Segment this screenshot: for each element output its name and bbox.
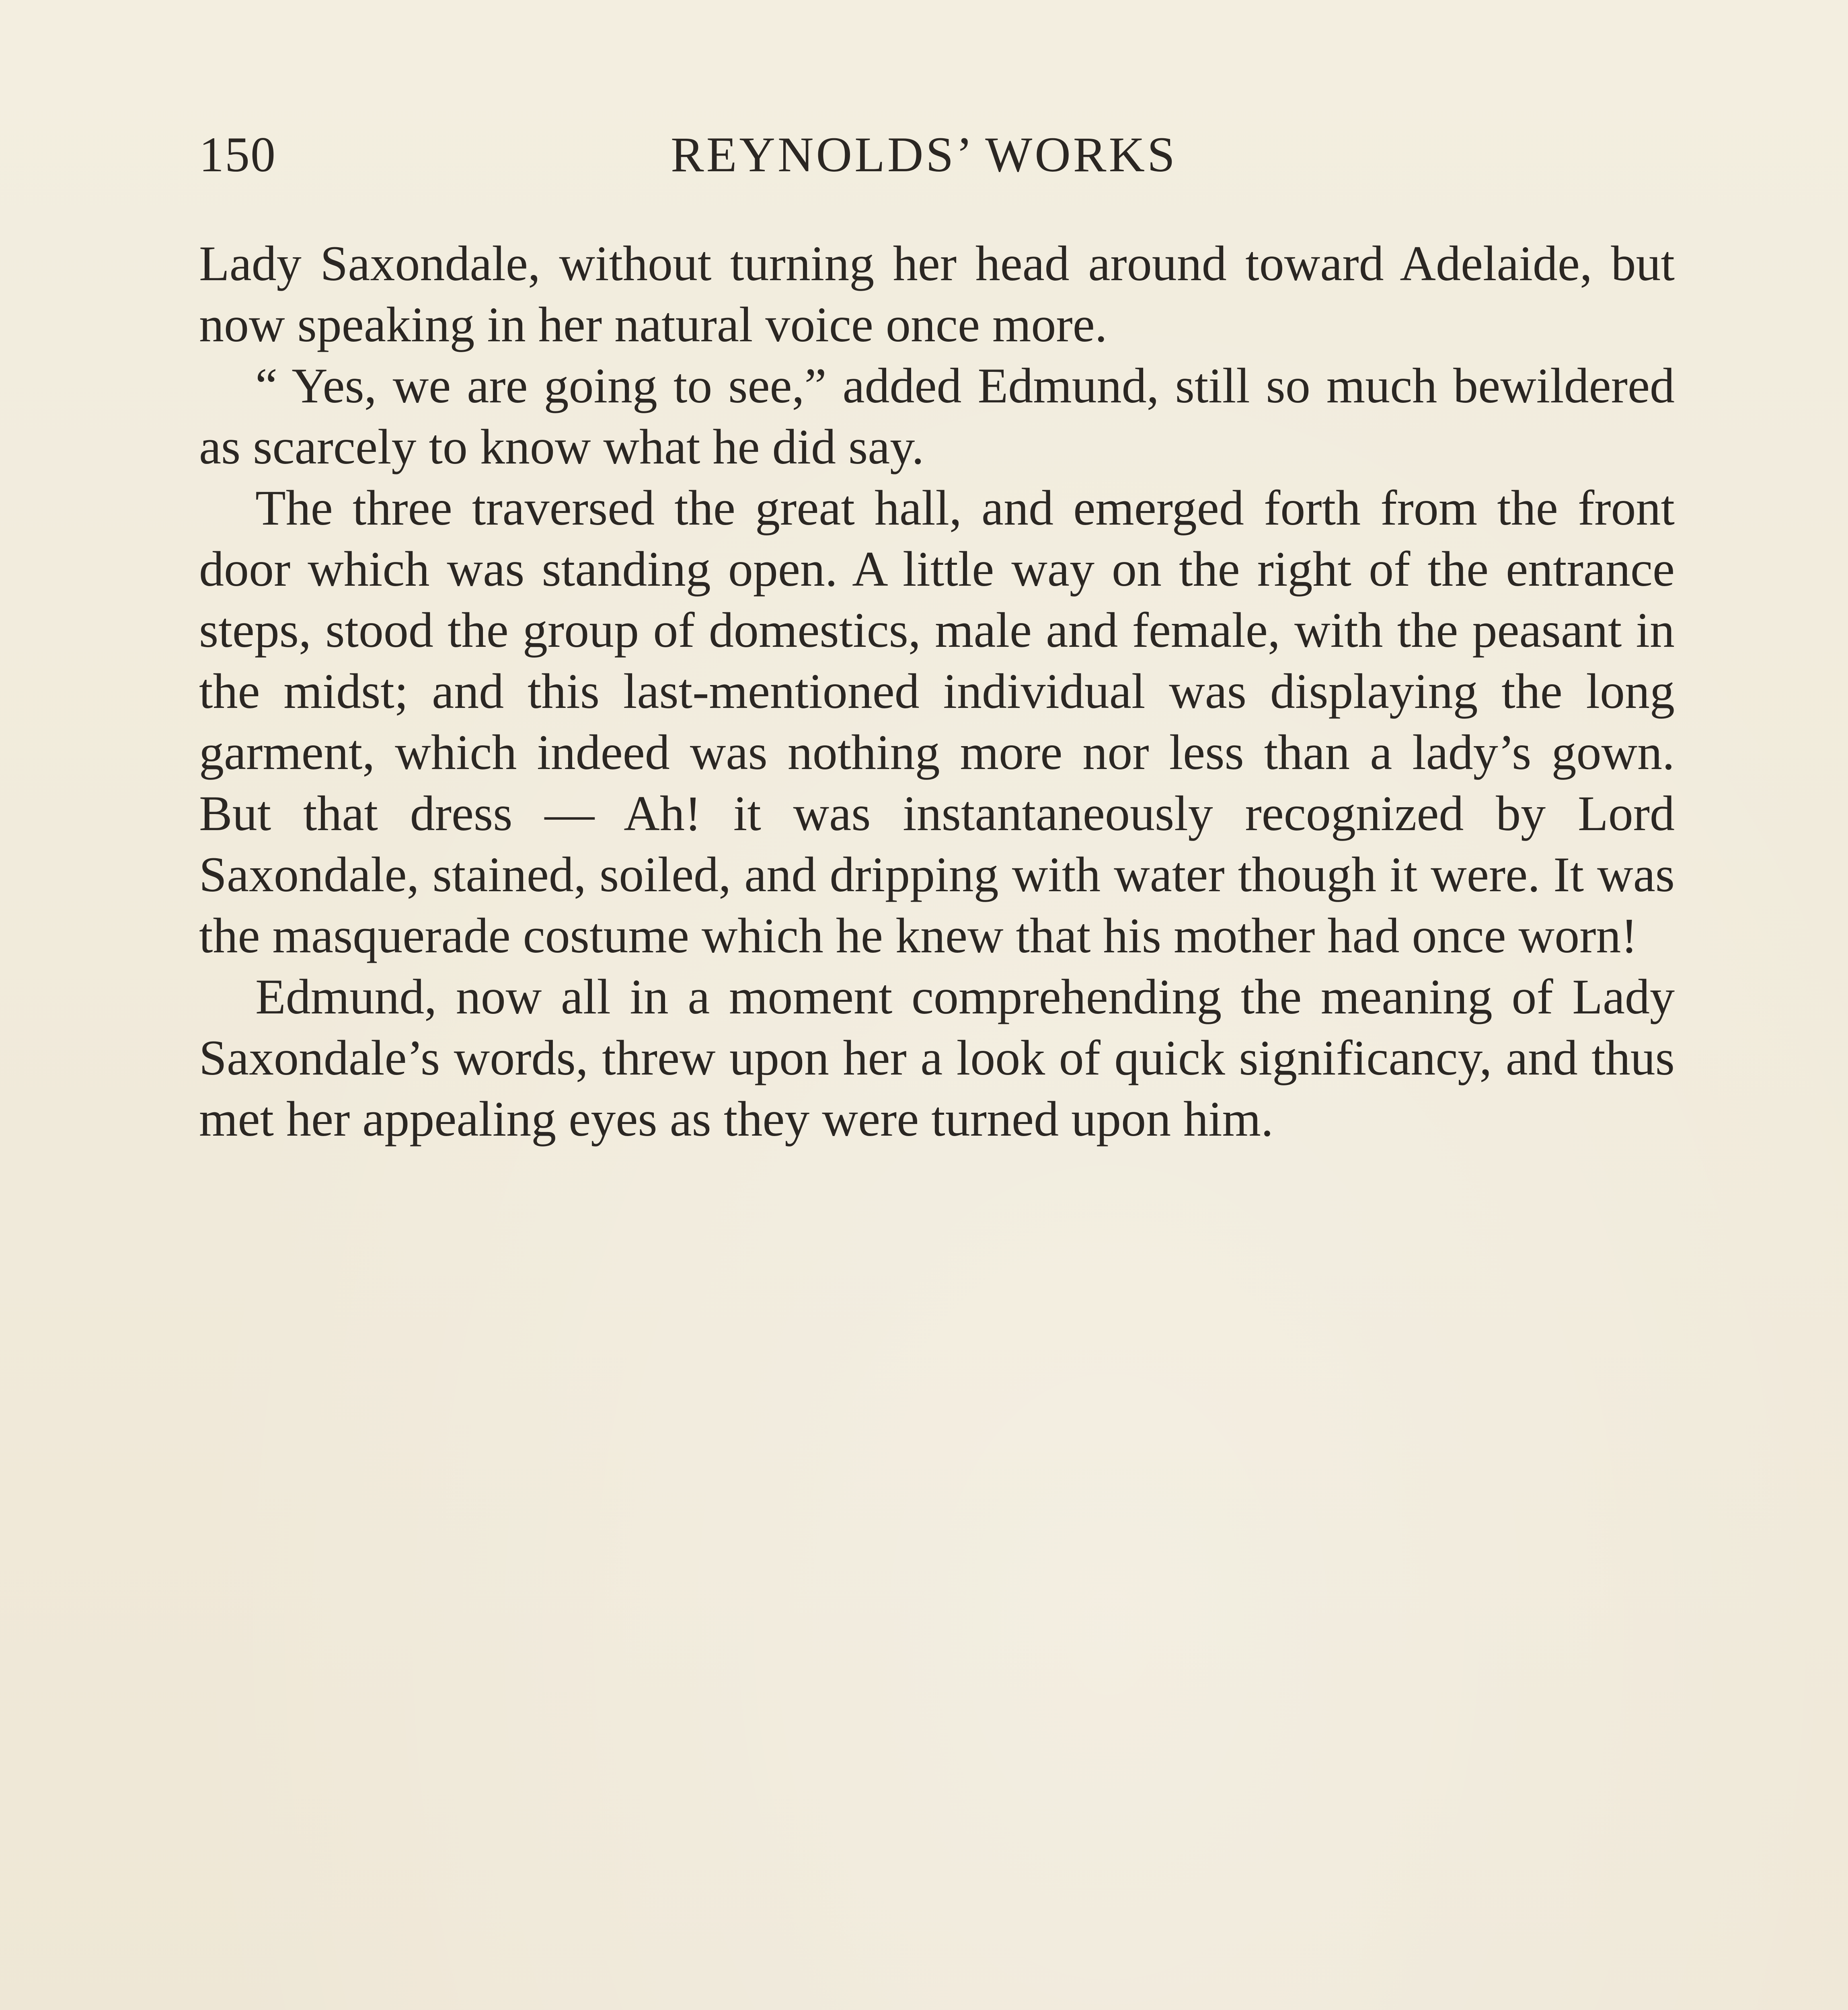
paragraph: “ Yes, we are going to see,” added Edmund, still so much bewildered as scarcely to know what he did say. [199, 358, 1675, 474]
running-title: REYNOLDS’ WORKS [670, 127, 1177, 182]
running-head [0, 121, 1848, 189]
body-text [199, 233, 1675, 1150]
page-number: 150 [199, 127, 276, 182]
paragraph: The three traversed the great hall, and emerged forth from the front door which was standing open. A little way on the right of the entrance steps, stood the group of domestics, male and female, with the peasant in the midst; and this last-mentioned individual was displaying the long garment, which indeed was nothing more nor less than a lady’s gown. But that dress — Ah! it was instantaneously recognized by Lord Saxondale, stained, soiled, and dripping with water though it were. It was the masquerade costume which he knew that his mother had once worn! [199, 480, 1675, 963]
paragraph-continuation: Lady Saxondale, without turning her head around toward Adelaide, but now speaking in her natural voice once more. [199, 236, 1675, 352]
paragraph: Edmund, now all in a moment comprehending the meaning of Lady Saxondale’s words, threw upon her a look of quick significancy, and thus met her appealing eyes as they were turned upon him. [199, 969, 1675, 1147]
